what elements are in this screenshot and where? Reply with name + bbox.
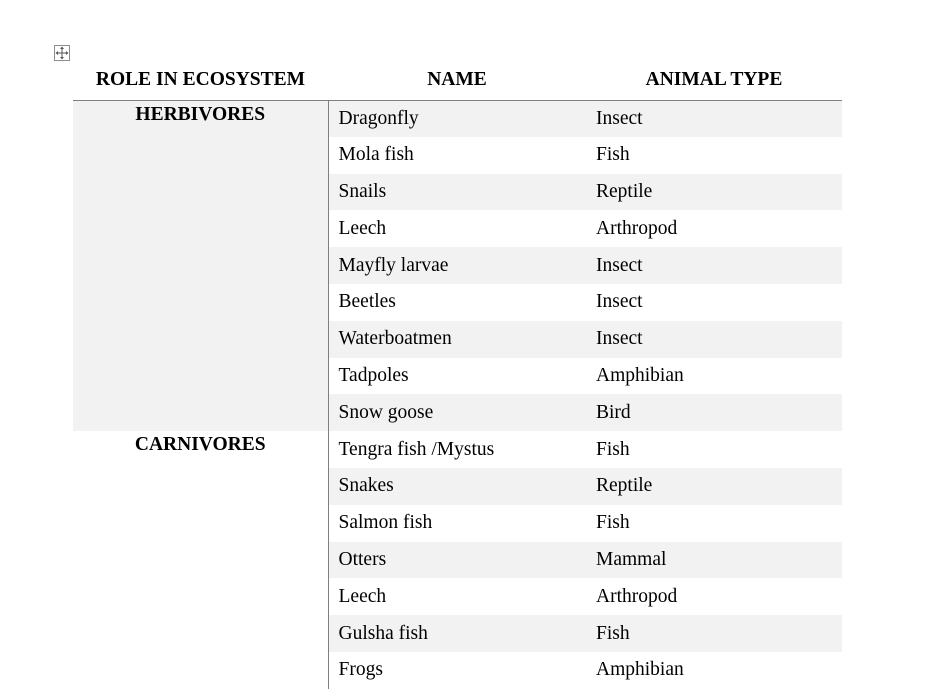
table-move-handle-icon[interactable] xyxy=(54,45,70,61)
table-row xyxy=(73,100,842,137)
animal-name: Mola fish xyxy=(338,144,414,166)
animal-name: Dragonfly xyxy=(328,100,586,137)
animal-name: Otters xyxy=(328,542,586,579)
role-carnivores: CARNIVORES xyxy=(73,431,328,689)
animal-type: Fish xyxy=(596,144,630,166)
table-row xyxy=(73,431,842,468)
animal-type: Bird xyxy=(586,394,842,431)
ecosystem-table xyxy=(73,60,842,689)
animal-type: Arthropod xyxy=(596,217,678,239)
animal-type: Amphibian xyxy=(596,659,684,681)
animal-name: Snails xyxy=(328,174,586,211)
header-animal-type: ANIMAL TYPE xyxy=(586,60,842,100)
animal-name: Salmon fish xyxy=(338,512,433,534)
animal-type: Amphibian xyxy=(596,364,684,386)
animal-name: Frogs xyxy=(338,659,383,681)
header-role-in-ecosystem: ROLE IN ECOSYSTEM xyxy=(73,60,328,100)
animal-name: Gulsha fish xyxy=(328,615,586,652)
animal-name: Leech xyxy=(338,585,387,607)
animal-type: Insect xyxy=(596,291,643,313)
animal-name: Leech xyxy=(338,217,387,239)
header-name: NAME xyxy=(328,60,586,100)
animal-name: Mayfly larvae xyxy=(328,247,586,284)
animal-type: Fish xyxy=(596,512,630,534)
animal-type: Insect xyxy=(586,321,842,358)
four-arrow-move-icon xyxy=(55,46,69,60)
animal-name: Waterboatmen xyxy=(328,321,586,358)
animal-name: Tadpoles xyxy=(338,364,409,386)
animal-type: Insect xyxy=(586,247,842,284)
animal-type: Insect xyxy=(586,100,842,137)
animal-type: Reptile xyxy=(586,174,842,211)
animal-type: Arthropod xyxy=(596,585,678,607)
role-herbivores: HERBIVORES xyxy=(73,100,328,431)
animal-name: Snow goose xyxy=(328,394,586,431)
animal-name: Tengra fish /Mystus xyxy=(338,438,495,460)
animal-name: Snakes xyxy=(328,468,586,505)
animal-type: Reptile xyxy=(586,468,842,505)
animal-type: Mammal xyxy=(586,542,842,579)
animal-type: Fish xyxy=(596,438,630,460)
table-header-row xyxy=(73,60,842,100)
animal-type: Fish xyxy=(586,615,842,652)
animal-name: Beetles xyxy=(338,291,396,313)
